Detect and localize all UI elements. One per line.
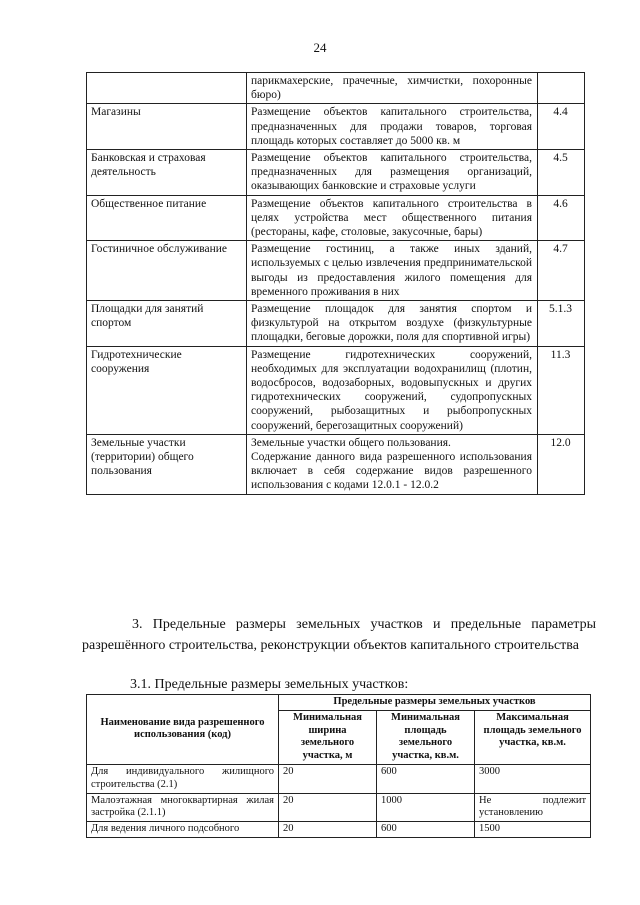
type-code-cell: 12.0	[538, 434, 585, 494]
min-area-cell: 600	[377, 764, 475, 793]
min-width-cell: 20	[279, 822, 377, 838]
table-header-row	[87, 695, 591, 711]
table-row	[87, 346, 585, 434]
max-area-cell: 1500	[475, 822, 591, 838]
land-use-types-table	[86, 72, 585, 495]
type-code-cell: 4.4	[538, 104, 585, 150]
table-row	[87, 150, 585, 196]
description-paragraph: Содержание данного вида разрешенного использования включает в себя содержание видов разрешенного использования с кодами 12.0.1 - 12.0.2	[251, 451, 532, 492]
table-row	[87, 434, 585, 494]
plot-size-limits-table	[86, 694, 591, 838]
section-3-heading: 3. Предельные размеры земельных участков и предельные параметры разрешённого строительства, реконструкции объектов капитального строительства	[82, 617, 596, 653]
table-row	[87, 104, 585, 150]
max-area-cell: 3000	[475, 764, 591, 793]
type-name-cell: Магазины	[87, 104, 247, 150]
type-description-cell: Размещение площадок для занятия спортом и физкультурой на открытом воздухе (физкультурные площадки, беговые дорожки, поля для спортивной игры)	[247, 301, 538, 347]
type-description-cell	[247, 434, 538, 494]
type-name-cell	[87, 73, 247, 104]
min-width-cell: 20	[279, 793, 377, 822]
type-code-cell: 5.1.3	[538, 301, 585, 347]
min-area-cell: 600	[377, 822, 475, 838]
table-row	[87, 822, 591, 838]
table-row	[87, 73, 585, 104]
type-name-cell: Гидротехнические сооружения	[87, 346, 247, 434]
type-description-cell: Размещение объектов капитального строительства, предназначенных для продажи товаров, торговая площадь которых составляет до 5000 кв. м	[247, 104, 538, 150]
table-row	[87, 764, 591, 793]
type-code-cell: 4.7	[538, 241, 585, 301]
table-row	[87, 195, 585, 241]
type-code-cell: 4.6	[538, 195, 585, 241]
type-description-cell: Размещение гостиниц, а также иных зданий, используемых с целью извлечения предпринимательской выгоды из предоставления жилого помещения для временного проживания в них	[247, 241, 538, 301]
header-min-width: Минимальная ширина земельного участка, м	[279, 710, 377, 764]
use-type-cell: Малоэтажная многоквартирная жилая застройка (2.1.1)	[87, 793, 279, 822]
type-code-cell: 11.3	[538, 346, 585, 434]
min-area-cell: 1000	[377, 793, 475, 822]
header-use-type: Наименование вида разрешенного использования (код)	[87, 695, 279, 765]
type-name-cell: Общественное питание	[87, 195, 247, 241]
type-name-cell: Площадки для занятий спортом	[87, 301, 247, 347]
header-min-area: Минимальная площадь земельного участка, кв.м.	[377, 710, 475, 764]
page-number: 24	[313, 40, 327, 55]
header-size-limits-group: Предельные размеры земельных участков	[279, 695, 591, 711]
section-3-1-heading: 3.1. Предельные размеры земельных участков:	[130, 677, 409, 692]
type-description-cell: Размещение объектов капитального строительства в целях устройства мест общественного питания (рестораны, кафе, столовые, закусочные, бары)	[247, 195, 538, 241]
type-code-cell	[538, 73, 585, 104]
max-area-cell: Не подлежит установлению	[475, 793, 591, 822]
min-width-cell: 20	[279, 764, 377, 793]
type-description-cell: парикмахерские, прачечные, химчистки, похоронные бюро)	[247, 73, 538, 104]
header-max-area: Максимальная площадь земельного участка, кв.м.	[475, 710, 591, 764]
table-row	[87, 793, 591, 822]
type-name-cell: Банковская и страховая деятельность	[87, 150, 247, 196]
use-type-cell: Для ведения личного подсобного	[87, 822, 279, 838]
description-line: Земельные участки общего пользования.	[251, 436, 451, 449]
type-code-cell: 4.5	[538, 150, 585, 196]
type-description-cell: Размещение объектов капитального строительства, предназначенных для размещения организаций, оказывающих банковские и страховые услуги	[247, 150, 538, 196]
use-type-cell: Для индивидуального жилищного строительства (2.1)	[87, 764, 279, 793]
type-description-cell: Размещение гидротехнических сооружений, необходимых для эксплуатации водохранилищ (плотин, водосбросов, водозаборных, водовыпускных и других гидротехнических сооружений, судопропускных сооружений, рыбозащитных и рыбопропускных сооружений, берегозащитных сооружений)	[247, 346, 538, 434]
table-row	[87, 301, 585, 347]
type-name-cell: Земельные участки (территории) общего пользования	[87, 434, 247, 494]
table-row	[87, 241, 585, 301]
type-name-cell: Гостиничное обслуживание	[87, 241, 247, 301]
